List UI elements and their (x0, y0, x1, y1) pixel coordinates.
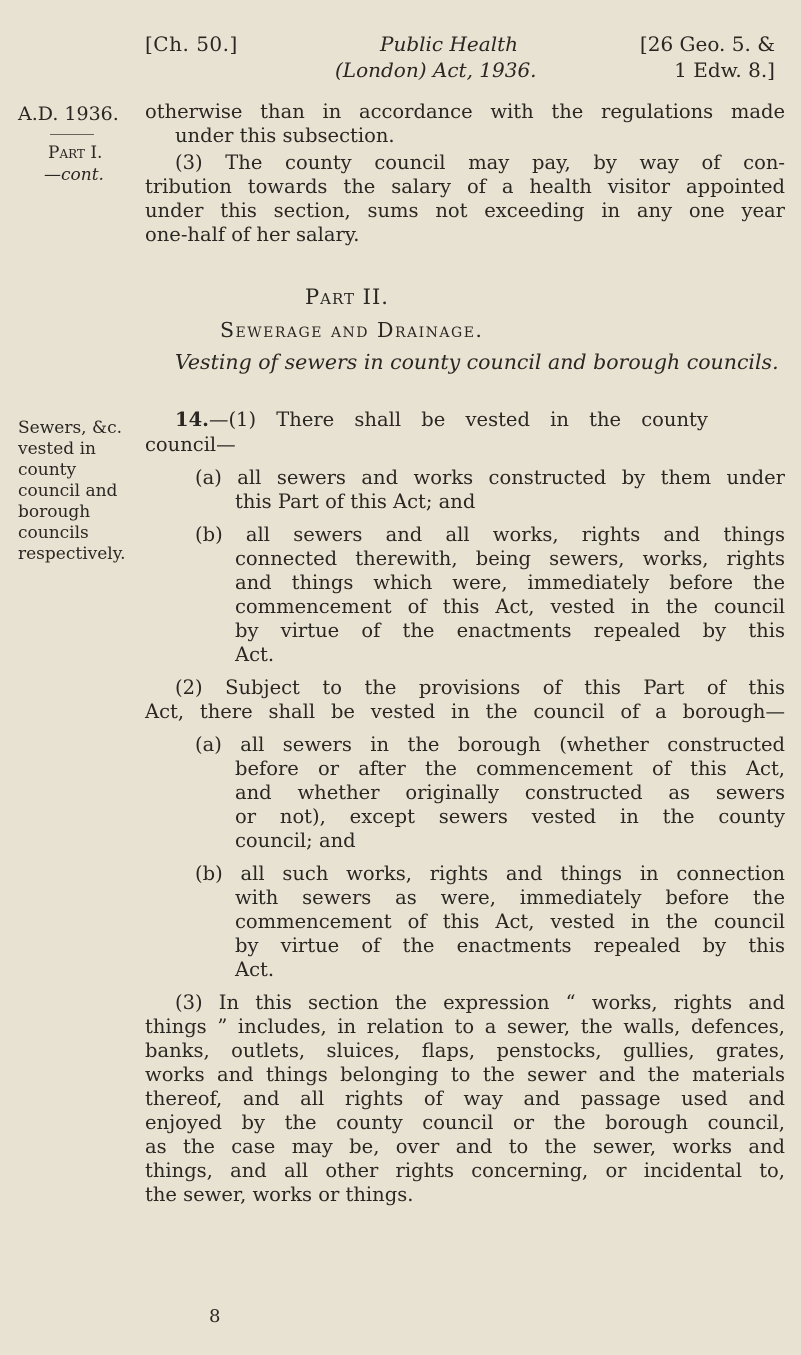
text-line: council— (145, 433, 236, 456)
text-line: the sewer, works or things. (145, 1183, 414, 1206)
text-line: otherwise than in accordance with the regulations made (145, 100, 785, 123)
text-line: Act. (235, 958, 275, 981)
section-14-first-line (175, 408, 785, 433)
marginal-note-line: Sewers, &c. (18, 418, 123, 438)
margin-part: Part I. (48, 143, 103, 163)
regnal-year-line1: [26 Geo. 5. & (639, 32, 775, 56)
text-line: (a) all sewers in the borough (whether constructed (195, 733, 785, 756)
text-line: things, and all other rights concerning, or incidental to, (145, 1159, 785, 1182)
text-line: by virtue of the enactments repealed by this (235, 619, 785, 642)
act-title: Public Health (380, 32, 519, 56)
text-line: tribution towards the salary of a health visitor appointed (145, 175, 785, 198)
text-line: by virtue of the enactments repealed by this (235, 934, 785, 957)
marginal-note-line: vested in (18, 439, 96, 459)
section-number: 14. (175, 408, 209, 431)
text-line: (2) Subject to the provisions of this Part of this (175, 676, 785, 699)
text-line: (3) The county council may pay, by way of con- (175, 151, 785, 174)
text-line: things ” includes, in relation to a sewer, the walls, defences, (145, 1015, 785, 1038)
text-line: as the case may be, over and to the sewer, works and (145, 1135, 785, 1158)
text-line: Act. (235, 643, 275, 666)
text-line: commencement of this Act, vested in the council (235, 910, 785, 933)
text-line: banks, outlets, sluices, flaps, penstocks, gullies, grates, (145, 1039, 785, 1062)
marginal-note-line: councils (18, 523, 89, 543)
text-line: —(1) There shall be vested in the county (208, 408, 708, 431)
marginal-note-line: borough (18, 502, 91, 522)
text-line: connected therewith, being sewers, works, rights (235, 547, 785, 570)
text-line: one-half of her salary. (145, 223, 360, 246)
text-line: (3) In this section the expression “ works, rights and (175, 991, 785, 1014)
text-line: council; and (235, 829, 356, 852)
text-line: under this section, sums not exceeding in any one year (145, 199, 785, 222)
page-number: 8 (209, 1306, 221, 1327)
chapter-reference: [Ch. 50.] (145, 32, 238, 56)
margin-cont: —cont. (44, 165, 104, 185)
margin-divider (50, 134, 94, 135)
regnal-year-line2: 1 Edw. 8.] (674, 58, 775, 82)
text-line: (b) all sewers and all works, rights and things (195, 523, 785, 546)
text-line: this Part of this Act; and (235, 490, 476, 513)
text-line: before or after the commencement of this Act, (235, 757, 785, 780)
marginal-note-line: respectively. (18, 544, 126, 564)
text-line: and whether originally constructed as sewers (235, 781, 785, 804)
section-heading: Sewerage and Drainage. (220, 318, 484, 342)
margin-year: A.D. 1936. (18, 103, 119, 125)
text-line: or not), except sewers vested in the county (235, 805, 785, 828)
marginal-note (18, 418, 143, 565)
text-line: thereof, and all rights of way and passage used and (145, 1087, 785, 1110)
text-line: (a) all sewers and works constructed by them under (195, 466, 785, 489)
part-heading: Part II. (305, 285, 389, 309)
running-header (145, 32, 785, 92)
text-line: (b) all such works, rights and things in connection (195, 862, 785, 885)
text-line: works and things belonging to the sewer and the materials (145, 1063, 785, 1086)
act-subtitle: (London) Act, 1936. (335, 58, 537, 82)
text-line: commencement of this Act, vested in the council (235, 595, 785, 618)
marginal-note-line: county (18, 460, 77, 480)
text-line: under this subsection. (175, 124, 395, 147)
text-line: enjoyed by the county council or the borough council, (145, 1111, 785, 1134)
section-subheading: Vesting of sewers in county council and borough councils. (175, 350, 779, 374)
marginal-note-line: council and (18, 481, 118, 501)
text-line: and things which were, immediately before the (235, 571, 785, 594)
text-line: Act, there shall be vested in the council of a borough— (145, 700, 785, 723)
text-line: with sewers as were, immediately before the (235, 886, 785, 909)
